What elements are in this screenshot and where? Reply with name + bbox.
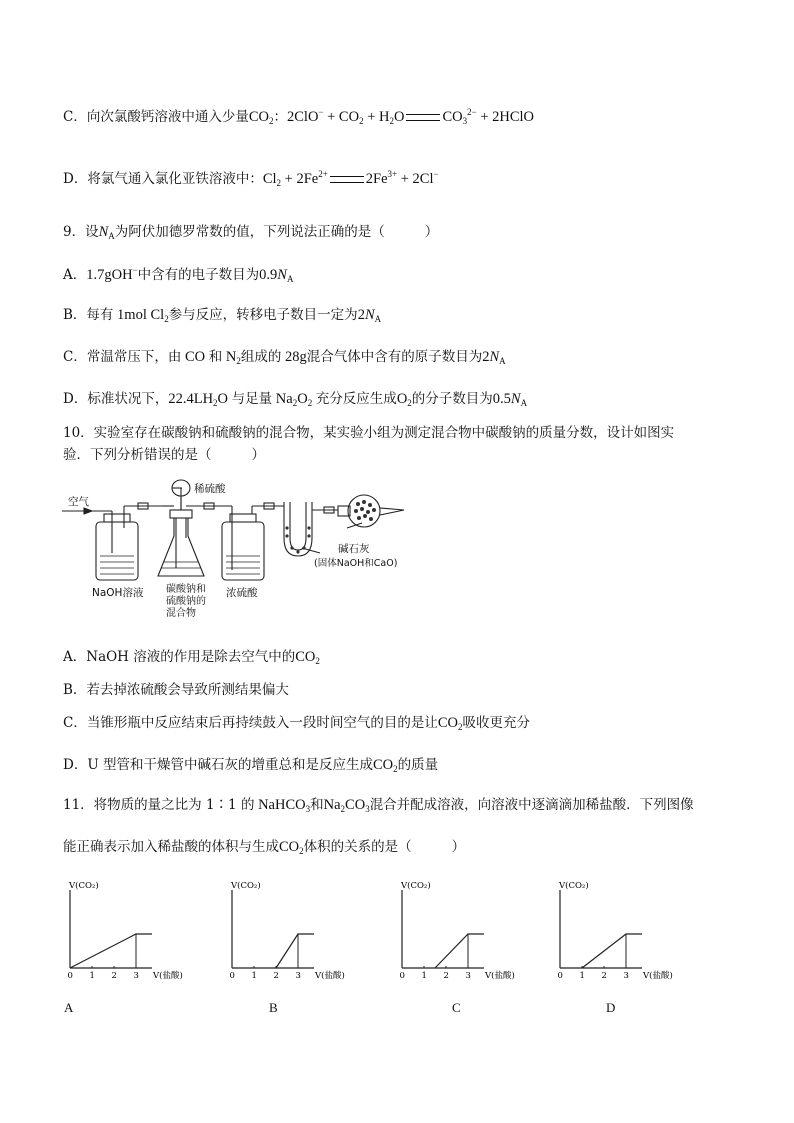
option-letter: D． <box>63 171 88 187</box>
curve <box>276 934 314 968</box>
equation: $Cl_2 + 2Fe^{2+}$ $2Fe^{3+} + 2Cl^-$ <box>262 169 439 188</box>
dilute-acid-label: 稀硫酸 <box>194 483 226 495</box>
q9-option-d[interactable]: D．标准状况下，$22.4LH_2O$ 与足量 $Na_2O_2$ 充分反应生成$O_2$的分子数目为$0.5N_A$ <box>63 391 528 408</box>
x-axis-label: V(盐酸) <box>315 971 345 981</box>
graph-c[interactable] <box>392 876 522 986</box>
graph-a[interactable] <box>60 876 190 986</box>
tick-label: 1 <box>421 971 427 981</box>
q11-stem-line1: 11．将物质的量之比为 1∶1 的 NaHCO$_3$和$Na_2CO_3$混合并配成溶液，向溶液中逐滴滴加稀盐酸．下列图像 <box>63 797 694 814</box>
q11-stem-line2: 能正确表示加入稀盐酸的体积与生成$CO_2$体积的关系的是（ ） <box>63 839 466 856</box>
soda-lime-label: 碱石灰 <box>338 543 370 555</box>
tick-label: 1 <box>251 971 257 981</box>
option-text: 将氯气通入氯化亚铁溶液中： <box>87 171 263 187</box>
tick-label: 0 <box>557 971 563 981</box>
x-axis-label: V(盐酸) <box>153 971 183 981</box>
q10-stem-line2: 验．下列分析错误的是（ ） <box>63 447 265 463</box>
co2-formula: $CO_2$ <box>248 109 274 126</box>
x-axis-label: V(盐酸) <box>485 971 515 981</box>
y-axis-label: V(CO₂) <box>231 881 261 891</box>
q8-option-c[interactable]: C．向次氯酸钙溶液中通入少量$CO_2$：$2ClO^- + CO_2 + H_2O$ $CO_3^{2-}$ + 2HClO <box>63 107 535 126</box>
tick-label: 3 <box>465 971 471 981</box>
q10-option-b[interactable]: B．若去掉浓硫酸会导致所测结果偏大 <box>63 682 289 698</box>
q9-option-b[interactable]: B．每有 1mol $Cl_2$参与反应，转移电子数目一定为$2N_A$ <box>63 307 382 324</box>
tick-label: 1 <box>89 971 95 981</box>
choice-label-c[interactable]: C <box>452 1000 461 1015</box>
experiment-apparatus-diagram <box>62 478 407 626</box>
mixture-label-1: 碳酸钠和 <box>166 584 206 595</box>
x-axis-label: V(盐酸) <box>643 971 673 981</box>
y-axis-label: V(CO₂) <box>401 881 431 891</box>
q9-option-c[interactable]: C．常温常压下，由 CO 和 $N_2$组成的 28g混合气体中含有的原子数目为$2N_A$ <box>63 349 506 366</box>
curve <box>582 934 642 968</box>
q10-option-a[interactable]: A．NaOH 溶液的作用是除去空气中的$CO_2$ <box>63 649 320 666</box>
tick-label: 0 <box>399 971 405 981</box>
tick-label: 0 <box>229 971 235 981</box>
tick-label: 3 <box>623 971 629 981</box>
q10-option-d[interactable]: D．U 型管和干燥管中碱石灰的增重总和是反应生成$CO_2$的质量 <box>63 757 439 774</box>
mixture-label-2: 硫酸钠的 <box>166 596 206 607</box>
q8-option-d[interactable] <box>63 170 439 188</box>
tick-label: 2 <box>273 971 279 981</box>
option-letter: C． <box>63 109 87 125</box>
q10-stem-line1: 10．实验室存在碳酸钠和硫酸钠的混合物，某实验小组为测定混合物中碳酸钠的质量分数，设计如图实 <box>63 425 675 441</box>
soda-lime-note: (固体NaOH和CaO) <box>314 558 398 569</box>
curve <box>70 934 152 968</box>
graph-d[interactable] <box>550 876 680 986</box>
air-label: 空气 <box>68 496 89 508</box>
tick-label: 2 <box>443 971 449 981</box>
option-text: 向次氯酸钙溶液中通入少量 <box>86 109 249 125</box>
tick-label: 1 <box>579 971 585 981</box>
tick-label: 2 <box>111 971 117 981</box>
choice-label-a[interactable]: A <box>64 1000 74 1015</box>
y-axis-label: V(CO₂) <box>559 881 589 891</box>
tick-label: 3 <box>295 971 301 981</box>
q9-stem: 9．设$N_A$为阿伏加德罗常数的值，下列说法正确的是（ ） <box>63 224 439 241</box>
choice-label-b[interactable]: B <box>269 1000 278 1015</box>
graph-b[interactable] <box>222 876 352 986</box>
choice-label-d[interactable]: D <box>606 1000 616 1015</box>
equation: $2ClO^- + CO_2 + H_2O$ $CO_3^{2-}$ + 2HClO <box>287 107 535 126</box>
q10-option-c[interactable]: C．当锥形瓶中反应结束后再持续鼓入一段时间空气的目的是让$CO_2$吸收更充分 <box>63 715 530 732</box>
y-axis-label: V(CO₂) <box>69 881 99 891</box>
naoh-label: NaOH溶液 <box>92 587 144 599</box>
tick-label: 0 <box>67 971 73 981</box>
q9-option-a[interactable]: A．1.7gOH−中含有的电子数目为$0.9N_A$ <box>63 265 294 284</box>
curve <box>435 934 484 968</box>
tick-label: 3 <box>133 971 139 981</box>
tick-label: 2 <box>601 971 607 981</box>
mixture-label-3: 混合物 <box>166 608 196 619</box>
conc-acid-label: 浓硫酸 <box>226 587 258 599</box>
